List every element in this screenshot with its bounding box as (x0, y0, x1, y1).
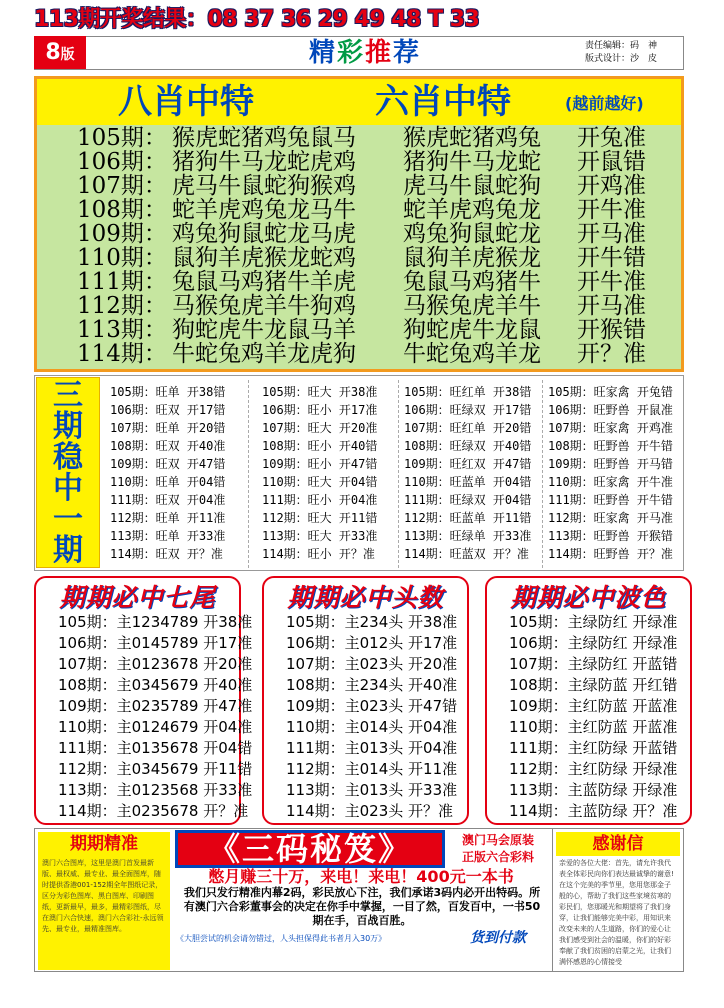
prediction-line: 105期：旺红单 开38错 (404, 385, 532, 399)
prediction-line: 110期：旺家禽 开牛准 (548, 475, 673, 489)
eight-zodiac-heading: 八肖中特 (118, 82, 254, 122)
prediction-line: 113期：旺单 开33准 (110, 529, 226, 543)
draw-outcome: 开马准 (577, 221, 646, 247)
draw-outcome: 开牛错 (577, 245, 646, 271)
period-label: 111期： (77, 269, 167, 295)
zodiac-row (77, 174, 677, 198)
prediction-line: 114期：主蓝防绿 开？准 (509, 802, 678, 820)
prediction-line: 111期：旺双 开04准 (110, 493, 226, 507)
zodiac-row (77, 126, 677, 150)
prediction-line: 111期：主0135678 开04错 (58, 739, 253, 757)
prediction-line: 113期：主013头 开33准 (286, 781, 458, 799)
prediction-line: 105期：旺单 开38错 (110, 385, 226, 399)
six-zodiac-pick: 猴虎蛇猪鸡兔 (403, 125, 541, 151)
prediction-line: 106期：旺双 开17错 (110, 403, 226, 417)
six-zodiac-heading: 六肖中特 (375, 82, 511, 122)
prediction-line: 107期：旺红单 开20错 (404, 421, 532, 435)
designer-line: 版式设计：沙 皮 (585, 54, 658, 64)
prediction-line: 113期：主0123568 开33准 (58, 781, 253, 799)
zodiac-row (77, 342, 677, 366)
side-banner-char: 三 (53, 378, 83, 413)
version-suffix: 版 (60, 47, 75, 63)
eight-zodiac-pick: 鼠狗羊虎猴龙蛇鸡 (172, 245, 356, 271)
prediction-line: 107期：旺单 开20错 (110, 421, 226, 435)
title-char: 精 (308, 38, 337, 68)
draw-outcome: 开马准 (577, 293, 646, 319)
prediction-line: 108期：主234头 开40准 (286, 676, 458, 694)
period-label: 107期： (77, 173, 167, 199)
prediction-line: 108期：旺双 开40准 (110, 439, 226, 453)
prediction-line: 114期：主0235678 开？准 (58, 802, 249, 820)
prediction-line: 113期：旺野兽 开猴错 (548, 529, 673, 543)
prediction-line: 108期：主绿防蓝 开红错 (509, 676, 678, 694)
eight-zodiac-pick: 猴虎蛇猪鸡兔鼠马 (172, 125, 356, 151)
secret-book-title: 《三码秘笈》 (175, 830, 445, 868)
prediction-line: 109期：主0235789 开47准 (58, 697, 253, 715)
promo-slogan: 憋月赚三十万，来电！来电！400元一本书 (208, 867, 514, 886)
prediction-line: 113期：旺绿单 开33准 (404, 529, 532, 543)
six-zodiac-pick: 马猴兔虎羊牛 (403, 293, 541, 319)
head-prediction-list (286, 612, 476, 822)
promo-note: 《大胆尝试的机会请勿错过，人头担保得此书者月入30万》 (176, 934, 387, 943)
period-label: 106期： (77, 149, 167, 175)
eight-zodiac-pick: 鸡兔狗鼠蛇龙马虎 (172, 221, 356, 247)
prediction-line: 106期：主0145789 开17准 (58, 634, 253, 652)
promo-left-title: 期期精准 (38, 832, 170, 856)
prediction-line: 106期：旺野兽 开鼠准 (548, 403, 673, 417)
draw-outcome: 开牛准 (577, 269, 646, 295)
prediction-line: 112期：主0345679 开11错 (58, 760, 253, 778)
prediction-line: 112期：主红防绿 开绿准 (509, 760, 678, 778)
draw-outcome: 开鼠错 (577, 149, 646, 175)
prediction-line: 111期：主013头 开04准 (286, 739, 458, 757)
color-box-title: 期期必中波色 (510, 583, 667, 612)
prediction-line: 109期：旺双 开47错 (110, 457, 226, 471)
prediction-line: 109期：主023头 开47错 (286, 697, 458, 715)
title-char: 推 (365, 38, 394, 68)
six-zodiac-pick: 狗蛇虎牛龙鼠 (403, 317, 541, 343)
six-zodiac-pick: 兔鼠马鸡猪牛 (403, 269, 541, 295)
title-char: 彩 (336, 38, 365, 68)
prediction-line: 113期：主蓝防绿 开绿准 (509, 781, 678, 799)
eight-zodiac-pick: 猪狗牛马龙蛇虎鸡 (172, 149, 356, 175)
prediction-line: 107期：旺家禽 开鸡准 (548, 421, 673, 435)
six-zodiac-pick: 鼠狗羊虎猴龙 (403, 245, 541, 271)
prediction-line: 106期：主绿防红 开绿准 (509, 634, 678, 652)
head-box-title: 期期必中头数 (287, 583, 444, 612)
prediction-line: 105期：主1234789 开38准 (58, 613, 253, 631)
side-banner-char: 一 (53, 502, 83, 537)
editor-line: 责任编辑：码 神 (585, 41, 658, 51)
promo-source-line1: 澳门马会原装 (461, 833, 534, 847)
thanks-letter-title: 感谢信 (556, 832, 680, 856)
prediction-line: 108期：旺小 开40错 (262, 439, 378, 453)
six-zodiac-pick: 牛蛇兔鸡羊龙 (403, 341, 541, 367)
side-banner-char: 中 (53, 471, 83, 506)
title-char: 荐 (393, 38, 422, 68)
eight-zodiac-pick: 兔鼠马鸡猪牛羊虎 (172, 269, 356, 295)
color-parity-column (404, 383, 544, 574)
prediction-line: 112期：旺家禽 开马准 (548, 511, 673, 525)
side-banner-char: 稳 (53, 440, 83, 475)
zodiac-subheading: (越前越好) (565, 94, 644, 113)
period-label: 114期： (77, 341, 167, 367)
prediction-line: 111期：旺小 开04准 (262, 493, 378, 507)
six-zodiac-pick: 鸡兔狗鼠蛇龙 (403, 221, 541, 247)
draw-result-headline: 113期开奖结果：08 37 36 29 49 48 T 33 (34, 7, 480, 32)
thanks-letter-text: 亲爱的各位大佬：首先，请允许我代表全体彩民向你们表达最诚挚的谢意!在这个完美的季节里，您用您那金子般的心，帮助了我们这些家境贫寒的彩民们，您那暖光和期望将了我们身穿，让我们能够完美中彩，用知识来改变未来的人生道路，你们的爱心让我们感受到社会的温暖，你们的好彩奉献了我们贫困的启蒙之光，让我们满怀感恩的心情接受 (559, 859, 674, 966)
promo-source-line2: 正版六合彩料 (461, 850, 534, 864)
zodiac-row (77, 246, 677, 270)
prediction-line: 109期：旺红双 开47错 (404, 457, 532, 471)
tail-box-title: 期期必中七尾 (59, 583, 216, 612)
zodiac-row (77, 294, 677, 318)
period-label: 105期： (77, 125, 167, 151)
version-number: 8 (45, 40, 61, 65)
eight-zodiac-pick: 牛蛇兔鸡羊龙虎狗 (172, 341, 356, 367)
prediction-line: 111期：旺野兽 开牛错 (548, 493, 673, 507)
color-prediction-list (509, 612, 699, 822)
zodiac-row (77, 150, 677, 174)
page-title (200, 36, 530, 70)
prediction-line: 106期：旺绿双 开17错 (404, 403, 532, 417)
promo-source (448, 832, 548, 868)
prediction-line: 107期：主0123678 开20准 (58, 655, 253, 673)
zodiac-row (77, 318, 677, 342)
draw-outcome: 开鸡准 (577, 173, 646, 199)
tail-prediction-list (58, 612, 253, 822)
draw-outcome: 开牛准 (577, 197, 646, 223)
draw-outcome: 开猴错 (577, 317, 646, 343)
draw-outcome: 开？准 (577, 341, 646, 367)
six-zodiac-pick: 猪狗牛马龙蛇 (403, 149, 541, 175)
prediction-line: 110期：旺蓝单 开04错 (404, 475, 532, 489)
prediction-line: 106期：旺小 开17准 (262, 403, 378, 417)
prediction-line: 110期：旺单 开04错 (110, 475, 226, 489)
side-banner-char: 期 (53, 409, 83, 444)
period-label: 109期： (77, 221, 167, 247)
prediction-line: 106期：主012头 开17准 (286, 634, 458, 652)
editor-credits (585, 40, 685, 70)
prediction-line: 110期：主红防蓝 开蓝准 (509, 718, 678, 736)
prediction-line: 112期：旺大 开11错 (262, 511, 378, 525)
eight-zodiac-pick: 蛇羊虎鸡兔龙马牛 (172, 197, 356, 223)
prediction-line: 107期：主绿防红 开蓝错 (509, 655, 678, 673)
zodiac-row (77, 222, 677, 246)
draw-outcome: 开兔准 (577, 125, 646, 151)
six-zodiac-pick: 虎马牛鼠蛇狗 (403, 173, 541, 199)
domestic-wild-column (548, 383, 688, 574)
big-small-column (262, 383, 402, 574)
zodiac-row (77, 198, 677, 222)
prediction-line: 110期：主014头 开04准 (286, 718, 458, 736)
prediction-line: 113期：旺大 开33准 (262, 529, 378, 543)
prediction-line: 105期：主绿防红 开绿准 (509, 613, 678, 631)
prediction-line: 112期：旺单 开11准 (110, 511, 226, 525)
period-label: 113期： (77, 317, 167, 343)
prediction-line: 109期：主红防蓝 开蓝准 (509, 697, 678, 715)
prediction-line: 105期：旺大 开38准 (262, 385, 378, 399)
prediction-line: 114期：主023头 开？准 (286, 802, 454, 820)
promo-left-text: 澳门六合图库，这里是澳门首发最新版、最权威、最专业、最全面图库，随时提供香港001-152期全年图纸记录，区分为彩色图库、黑白图库、印刷图纸，更新最早，最多，最精彩图纸，尽在澳门六合快速，澳门六合彩社-永远领先、最专业，最精准图库。 (38, 856, 170, 970)
eight-zodiac-pick: 狗蛇虎牛龙鼠马羊 (172, 317, 356, 343)
prediction-line: 114期：旺蓝双 开？准 (404, 547, 529, 561)
prediction-line: 114期：旺野兽 开？准 (548, 547, 673, 561)
page-version-badge (34, 36, 86, 69)
prediction-line: 110期：主0124679 开04准 (58, 718, 253, 736)
single-double-column (110, 383, 250, 574)
period-label: 108期： (77, 197, 167, 223)
period-label: 110期： (77, 245, 167, 271)
eight-zodiac-pick: 虎马牛鼠蛇狗猴鸡 (172, 173, 356, 199)
prediction-line: 108期：主0345679 开40准 (58, 676, 253, 694)
prediction-line: 114期：旺双 开？准 (110, 547, 223, 561)
eight-zodiac-pick: 马猴兔虎羊牛狗鸡 (172, 293, 356, 319)
prediction-line: 108期：旺野兽 开牛错 (548, 439, 673, 453)
promo-body: 我们只发行精准内幕2码，彩民放心下注，我们承诺3码内必开出特码。所有澳门六合彩董事会的决定在你手中掌握，一目了然，百发百中，一书50期在手，百战百胜。 (183, 886, 541, 927)
prediction-line: 105期：主234头 开38准 (286, 613, 458, 631)
prediction-line: 109期：旺小 开47错 (262, 457, 378, 471)
six-zodiac-pick: 蛇羊虎鸡兔龙 (403, 197, 541, 223)
prediction-line: 110期：旺大 开04错 (262, 475, 378, 489)
prediction-line: 105期：旺家禽 开兔错 (548, 385, 673, 399)
side-banner-char: 期 (53, 533, 83, 568)
period-label: 112期： (77, 293, 167, 319)
prediction-line: 107期：主023头 开20准 (286, 655, 458, 673)
prediction-line: 112期：旺蓝单 开11错 (404, 511, 532, 525)
zodiac-row (77, 270, 677, 294)
prediction-line: 107期：旺大 开20准 (262, 421, 378, 435)
prediction-line: 109期：旺野兽 开马错 (548, 457, 673, 471)
prediction-line: 108期：旺绿双 开40错 (404, 439, 532, 453)
prediction-line: 111期：主红防绿 开蓝错 (509, 739, 678, 757)
cash-on-delivery-label: 货到付款 (470, 930, 526, 946)
prediction-line: 114期：旺小 开？准 (262, 547, 375, 561)
prediction-line: 112期：主014头 开11准 (286, 760, 458, 778)
prediction-line: 111期：旺绿双 开04错 (404, 493, 532, 507)
